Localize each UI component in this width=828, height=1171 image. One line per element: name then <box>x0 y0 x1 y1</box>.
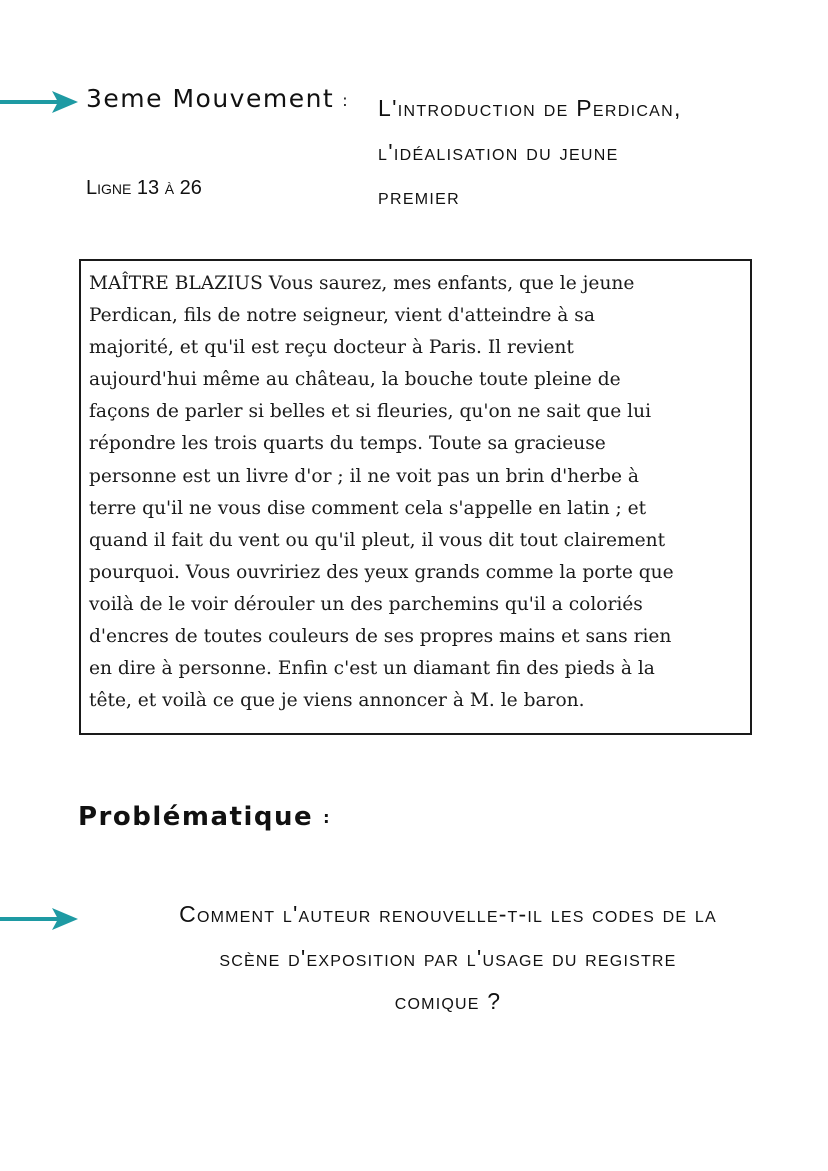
excerpt-line: personne est un livre d'or ; il ne voit pas un brin d'herbe à <box>89 465 639 487</box>
problematique-heading <box>78 802 331 832</box>
excerpt-line: Perdican, fils de notre seigneur, vient d'atteindre à sa <box>89 305 595 327</box>
excerpt-line: quand il fait du vent ou qu'il pleut, il vous dit tout clairement <box>89 529 666 551</box>
excerpt-line: voilà de le voir dérouler un des parchemins qu'il a coloriés <box>89 593 643 615</box>
question-line: scène d'exposition par l'usage du registre <box>219 944 677 971</box>
problematique-question <box>92 893 804 1024</box>
excerpt-line: façons de parler si belles et si fleuries, qu'on ne sait que lui <box>89 401 652 423</box>
arrow-right-icon <box>0 906 80 932</box>
movement-title <box>86 84 349 113</box>
excerpt-line: MAÎTRE BLAZIUS Vous saurez, mes enfants, que le jeune <box>89 273 635 294</box>
movement-subtitle-line: l'idéalisation du jeune <box>378 139 619 165</box>
question-line: Comment l'auteur renouvelle-t-il les codes de la <box>179 901 717 927</box>
problematique-label: Problématique <box>78 802 314 832</box>
excerpt-line: majorité, et qu'il est reçu docteur à Paris. Il revient <box>89 337 574 359</box>
movement-subtitle-line: premier <box>378 183 460 209</box>
problematique-separator: : <box>323 808 332 827</box>
question-line: comique ? <box>394 988 502 1014</box>
excerpt-line: terre qu'il ne vous dise comment cela s'appelle en latin ; et <box>89 497 647 519</box>
excerpt-line: répondre les trois quarts du temps. Toute sa gracieuse <box>89 433 606 455</box>
excerpt-line: pourquoi. Vous ouvririez des yeux grands comme la porte que <box>89 561 674 583</box>
excerpt-line: aujourd'hui même au château, la bouche toute pleine de <box>89 369 621 391</box>
arrow-right-icon <box>0 89 80 115</box>
lines-reference: Ligne 13 à 26 <box>86 177 202 199</box>
movement-separator: : <box>342 90 350 110</box>
excerpt-line: d'encres de toutes couleurs de ses propres mains et sans rien <box>89 626 672 648</box>
movement-subtitle <box>378 86 798 218</box>
excerpt-line: tête, et voilà ce que je viens annoncer à M. le baron. <box>89 690 585 712</box>
movement-subtitle-line: L'introduction de Perdican, <box>378 95 682 121</box>
excerpt-line: en dire à personne. Enfin c'est un diamant fin des pieds à la <box>89 658 655 680</box>
text-excerpt-box <box>79 259 752 735</box>
movement-title-text: 3eme Mouvement <box>86 84 335 113</box>
